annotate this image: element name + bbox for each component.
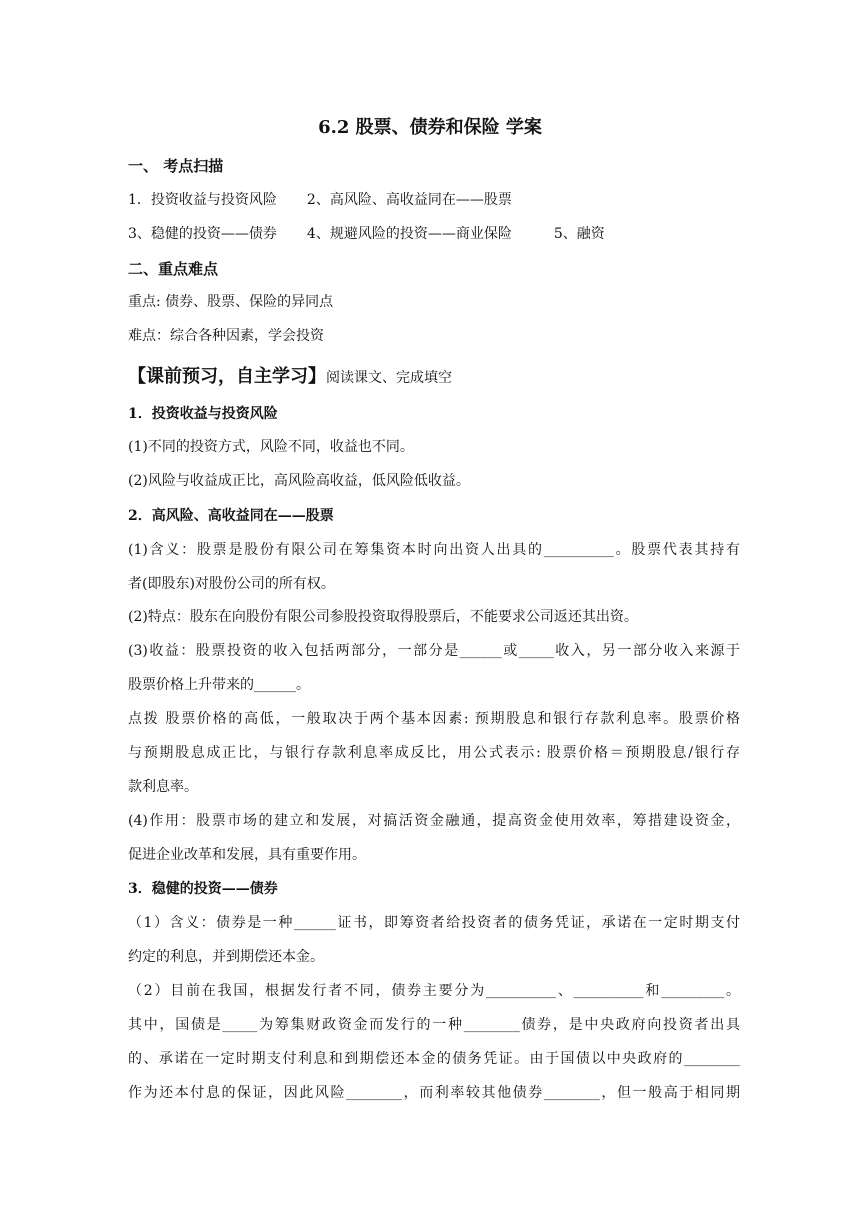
text-line: 促进企业改革和发展，具有重要作用。 — [128, 847, 366, 863]
preview-heading-line — [128, 364, 740, 391]
section-heading — [128, 259, 740, 280]
subheading: 1．投资收益与投资风险 — [128, 406, 278, 422]
text-line: （1）含义：债券是一种______证书，即筹资者给投资者的债务凭证，承诺在一定时期支付 — [128, 915, 740, 931]
text-line: (1)不同的投资方式，风险不同，收益也不同。 — [128, 439, 414, 455]
preview-note: 阅读课文、完成填空 — [326, 370, 452, 386]
preview-heading: 【课前预习，自主学习】 — [128, 366, 326, 387]
text-line: 与预期股息成正比，与银行存款利息率成反比，用公式表示: 股票价格＝预期股息/银行存 — [128, 745, 740, 761]
page-title: 6.2 股票、债券和保险 学案 — [318, 117, 542, 138]
topic-item: 4、规避风险的投资——商业保险 — [306, 226, 512, 242]
hard-point: 难点：综合各种因素，学会投资 — [128, 328, 324, 344]
text-line: (3)收益：股票投资的收入包括两部分，一部分是______或_____收入，另一部分收入来源于 — [128, 643, 740, 659]
subheading: 2．高风险、高收益同在——股票 — [128, 508, 334, 524]
section-heading — [128, 156, 740, 177]
text-line: 款利息率。 — [128, 779, 198, 795]
text-line: (4)作用：股票市场的建立和发展，对搞活资金融通，提高资金使用效率，筹措建设资金， — [128, 813, 740, 829]
text-line: 的、承诺在一定时期支付利息和到期偿还本金的债务凭证。由于国债以中央政府的________ — [128, 1051, 740, 1067]
key-point: 重点: 债券、股票、保险的异同点 — [128, 294, 334, 310]
text-line: (2)特点：股东在向股份有限公司参股投资取得股票后，不能要求公司返还其出资。 — [128, 609, 638, 625]
topic-item: 5、融资 — [553, 226, 605, 242]
text-line: (2)风险与收益成正比，高风险高收益，低风险低收益。 — [128, 473, 470, 489]
text-line: （2）目前在我国，根据发行者不同，债券主要分为__________、__________和_________。 — [128, 983, 740, 999]
topic-item: 3、稳健的投资——债券 — [128, 226, 277, 242]
topic-row — [128, 224, 740, 244]
subheading: 3．稳健的投资——债券 — [128, 881, 278, 897]
text-line: 作为还本付息的保证，因此风险________，而利率较其他债券________，但一般高于相同期 — [128, 1085, 740, 1101]
topic-row — [128, 190, 740, 210]
topic-item: 2、高风险、高收益同在——股票 — [306, 192, 512, 208]
text-line: (1)含义：股票是股份有限公司在筹集资本时向出资人出具的__________。股票代表其持有 — [128, 542, 740, 558]
text-line: 者(即股东)对股份公司的所有权。 — [128, 576, 335, 592]
section-2-heading: 二、重点难点 — [128, 260, 219, 278]
text-line: 点拨 股票价格的高低，一般取决于两个基本因素: 预期股息和银行存款利息率。股票价格 — [128, 711, 740, 727]
topic-item: 1．投资收益与投资风险 — [128, 192, 277, 208]
text-line: 其中，国债是_____为筹集财政资金而发行的一种________债券，是中央政府向投资者出具 — [128, 1017, 740, 1033]
section-1-heading: 一、 考点扫描 — [128, 157, 224, 175]
text-line: 股票价格上升带来的______。 — [128, 677, 310, 693]
text-line: 约定的利息，并到期偿还本金。 — [128, 949, 324, 965]
